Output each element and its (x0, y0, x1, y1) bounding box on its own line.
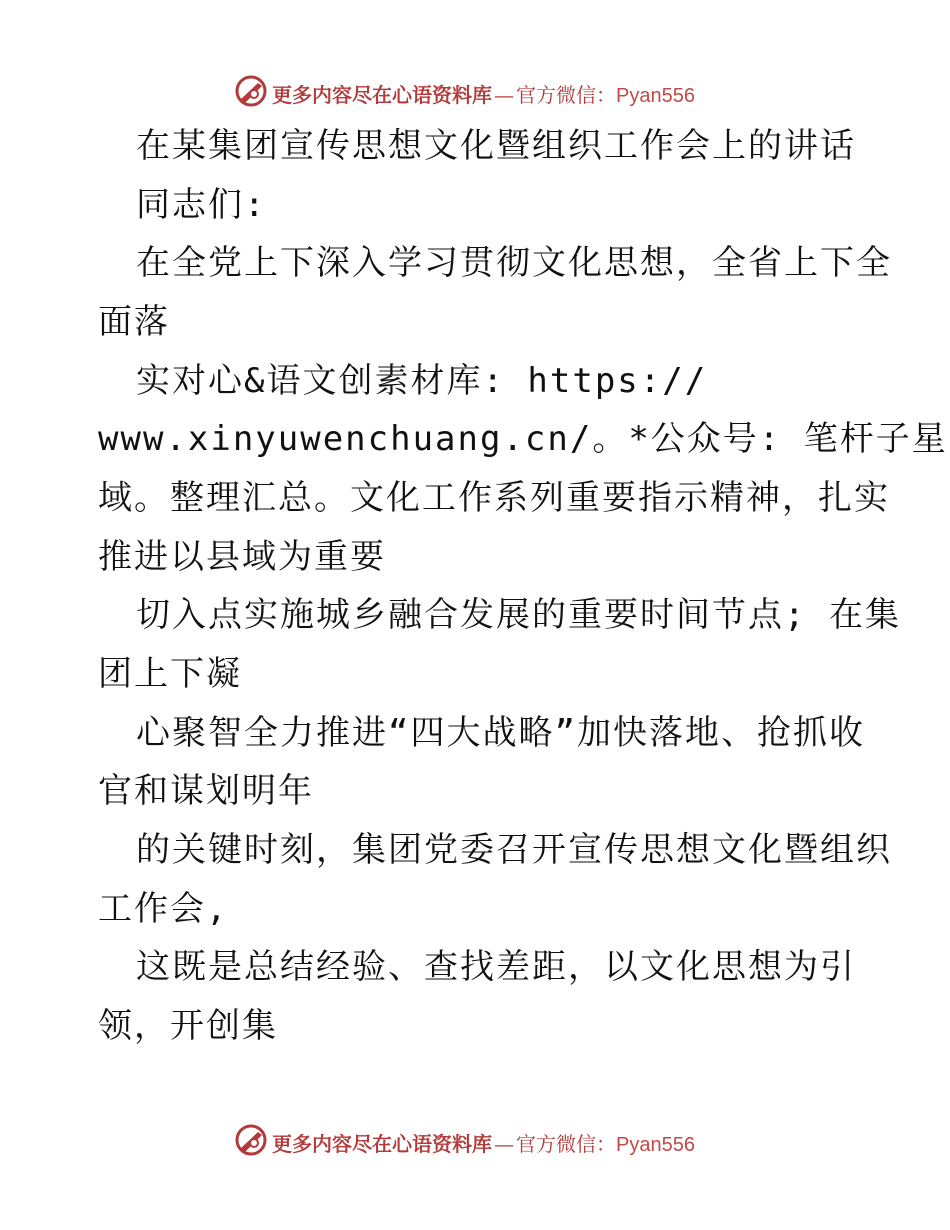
banner-wechat-label: 官方微信： (516, 1132, 616, 1156)
text-line: 同志们: (136, 185, 267, 225)
banner-wechat-id: Pyan556 (616, 1134, 695, 1156)
text-line: 推进以县域为重要 (98, 537, 386, 577)
text-line: 实对心&语文创素材库: https:// (136, 361, 708, 401)
banner-wechat-label: 官方微信： (516, 83, 616, 107)
text-line: www.xinyuwenchuang.cn/。*公众号: 笔杆子星 (98, 419, 948, 459)
text-line: 面落 (98, 302, 170, 342)
text-line: 的关键时刻，集团党委召开宣传思想文化暨组织 (136, 830, 892, 870)
banner-wechat-id: Pyan556 (616, 85, 695, 107)
header-banner (0, 72, 950, 112)
text-line: 在全党上下深入学习贯彻文化思想，全省上下全 (136, 243, 892, 283)
banner-text (272, 79, 695, 108)
text-line: 切入点实施城乡融合发展的重要时间节点; 在集 (136, 595, 901, 635)
pen-logo-icon (234, 1123, 268, 1157)
text-line: 团上下凝 (98, 654, 242, 694)
doc-title: 在某集团宣传思想文化暨组织工作会上的讲话 (136, 126, 856, 166)
text-line: 领，开创集 (98, 1006, 278, 1046)
text-line: 域。整理汇总。文化工作系列重要指示精神，扎实 (98, 478, 890, 518)
text-line: 官和谋划明年 (98, 771, 314, 811)
text-line: 这既是总结经验、查找差距，以文化思想为引 (136, 947, 856, 987)
banner-main-text: 更多内容尽在心语资料库 (272, 83, 492, 107)
text-line: 心聚智全力推进“四大战略”加快落地、抢抓收 (136, 713, 865, 753)
banner-main-text: 更多内容尽在心语资料库 (272, 1132, 492, 1156)
banner-dash: — (494, 83, 514, 107)
banner-text (272, 1128, 695, 1157)
pen-logo-icon (234, 74, 268, 108)
footer-banner (0, 1121, 950, 1161)
banner-dash: — (494, 1132, 514, 1156)
text-line: 工作会, (98, 889, 229, 929)
